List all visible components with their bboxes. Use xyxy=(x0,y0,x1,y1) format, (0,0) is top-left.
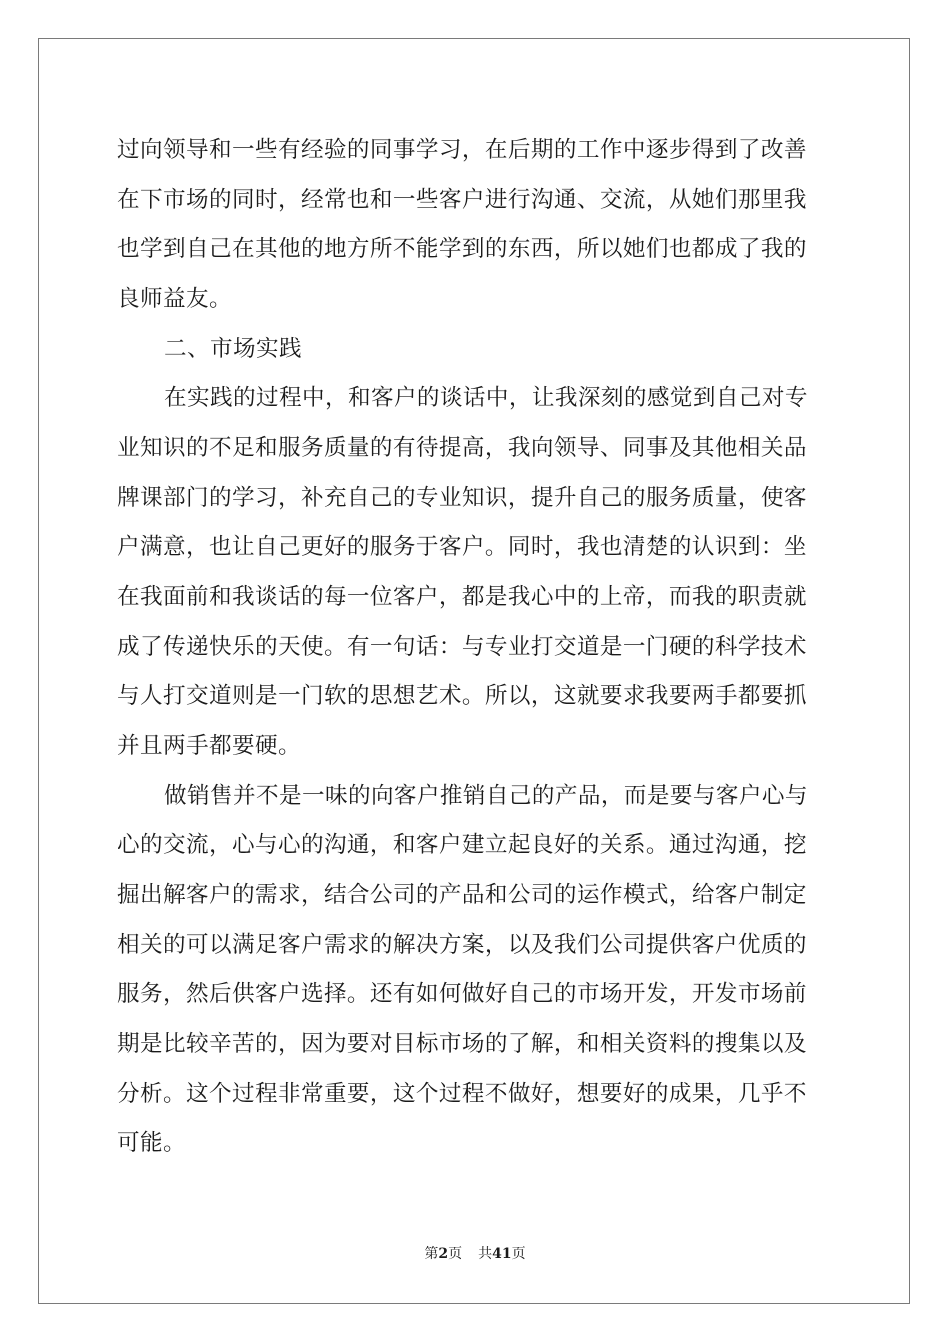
page-prefix: 第 xyxy=(424,1246,439,1262)
paragraph-line: 也学到自己在其他的地方所不能学到的东西，所以她们也都成了我的 xyxy=(117,236,807,262)
section-heading: 二、市场实践 xyxy=(164,336,302,362)
paragraph-line: 做销售并不是一味的向客户推销自己的产品，而是要与客户心与 xyxy=(164,783,808,809)
paragraph-line: 期是比较辛苦的，因为要对目标市场的了解，和相关资料的搜集以及 xyxy=(117,1031,807,1057)
paragraph-line: 在我面前和我谈话的每一位客户，都是我心中的上帝，而我的职责就 xyxy=(117,584,807,610)
paragraph-line: 分析。这个过程非常重要，这个过程不做好，想要好的成果，几乎不 xyxy=(117,1081,807,1107)
page-footer xyxy=(0,1245,950,1263)
paragraph-line: 服务，然后供客户选择。还有如何做好自己的市场开发，开发市场前 xyxy=(117,981,807,1007)
page-border xyxy=(38,38,910,1304)
total-suffix: 页 xyxy=(511,1246,526,1262)
paragraph-line: 牌课部门的学习，补充自己的专业知识，提升自己的服务质量，使客 xyxy=(117,485,807,511)
paragraph-line: 良师益友。 xyxy=(117,286,232,312)
page-number: 2 xyxy=(438,1246,449,1262)
paragraph-line: 掘出解客户的需求，结合公司的产品和公司的运作模式，给客户制定 xyxy=(117,882,807,908)
paragraph-line: 户满意，也让自己更好的服务于客户。同时，我也清楚的认识到：坐 xyxy=(117,534,807,560)
page-suffix: 页 xyxy=(448,1246,463,1262)
paragraph-line: 心的交流，心与心的沟通，和客户建立起良好的关系。通过沟通，挖 xyxy=(117,832,807,858)
paragraph-line: 在实践的过程中，和客户的谈话中，让我深刻的感觉到自己对专 xyxy=(164,385,808,411)
paragraph-line: 可能。 xyxy=(117,1130,186,1156)
paragraph-line: 并且两手都要硬。 xyxy=(117,733,301,759)
paragraph-line: 成了传递快乐的天使。有一句话：与专业打交道是一门硬的科学技术 xyxy=(117,634,807,660)
paragraph-line: 相关的可以满足客户需求的解决方案，以及我们公司提供客户优质的 xyxy=(117,932,807,958)
paragraph-line: 与人打交道则是一门软的思想艺术。所以，这就要求我要两手都要抓 xyxy=(117,683,807,709)
paragraph-line: 业知识的不足和服务质量的有待提高，我向领导、同事及其他相关品 xyxy=(117,435,807,461)
total-prefix: 共 xyxy=(478,1246,493,1262)
total-pages: 41 xyxy=(492,1246,512,1262)
paragraph-line: 过向领导和一些有经验的同事学习，在后期的工作中逐步得到了改善 xyxy=(117,137,807,163)
paragraph-line: 在下市场的同时，经常也和一些客户进行沟通、交流，从她们那里我 xyxy=(117,187,807,213)
